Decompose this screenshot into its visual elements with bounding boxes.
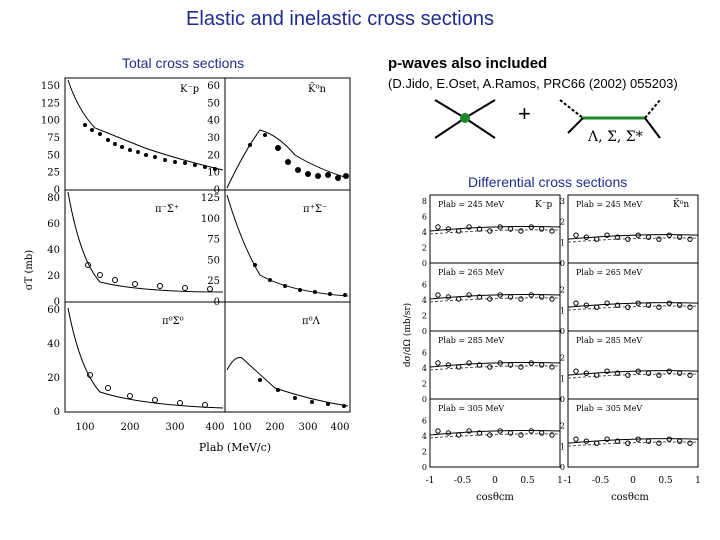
total-xtick-left-100: 100 — [75, 422, 95, 433]
diff-data-point — [436, 361, 440, 365]
panel-label-k0n: K̄⁰n — [308, 84, 326, 95]
diff-reaction-label: K̄⁰n — [673, 200, 690, 210]
total-ytick-label: 30 — [207, 133, 220, 144]
pip-sigm-theory-curve — [227, 195, 348, 296]
total-ytick-label: 125 — [40, 98, 60, 110]
total-ytick-label: 20 — [207, 150, 220, 162]
diff-reaction-label: K⁻p — [535, 200, 553, 210]
diff-xtick-label: 1 — [695, 476, 701, 486]
diff-data-point — [436, 429, 440, 433]
total-xtick-left-200: 200 — [120, 422, 140, 433]
diff-ytick-label: 2 — [421, 243, 427, 253]
diff-xtick-label: 0.5 — [520, 476, 535, 486]
panel-pi0-sig0 — [65, 302, 225, 412]
total-ytick-label: 50 — [47, 150, 60, 162]
diff-data-point — [574, 437, 578, 441]
exchange-diagram — [560, 100, 660, 138]
diff-data-point — [595, 305, 599, 309]
panel-pim-sigp — [65, 190, 225, 302]
pi0-lambda-theory-curve — [227, 358, 348, 407]
total-ytick-label: 60 — [47, 219, 60, 230]
differential-cross-sections-subtitle: Differential cross sections — [468, 174, 628, 190]
vertex-dot — [460, 113, 470, 123]
total-cross-section-figure — [20, 70, 365, 460]
panel-label-pi0-lambda: π⁰Λ — [302, 316, 320, 327]
diff-ytick-label: 4 — [421, 228, 427, 237]
diff-data-point — [677, 235, 681, 239]
total-ytick-label: 75 — [47, 133, 60, 144]
total-ylabel: σT (mb) — [24, 249, 35, 291]
diff-xtick-label: 1 — [557, 476, 563, 486]
diff-data-point — [539, 295, 543, 299]
diff-ytick-label: 6 — [421, 212, 427, 222]
diff-xtick-label: 0 — [492, 476, 498, 486]
intermediate-particles-label: Λ, Σ, Σ* — [588, 129, 643, 145]
total-ytick-label: 0 — [53, 185, 60, 196]
total-ytick-label: 60 — [47, 305, 60, 316]
diff-data-point — [677, 439, 681, 443]
diff-xlabel-left: cosθcm — [476, 492, 514, 503]
total-ytick-label: 0 — [213, 297, 220, 308]
diff-data-point — [539, 227, 543, 231]
differential-cross-section-figure — [400, 190, 700, 510]
diff-data-point — [595, 237, 599, 241]
diff-ytick-label: 2 — [559, 353, 565, 363]
total-ytick-label: 40 — [47, 245, 60, 256]
diff-xtick-label: -0.5 — [591, 476, 610, 486]
slide-title: Elastic and inelastic cross sections — [186, 8, 494, 30]
diff-data-point — [595, 441, 599, 445]
diff-data-point — [539, 431, 543, 435]
diff-momentum-label: Plab = 265 MeV — [576, 268, 643, 277]
total-xtick-right-400: 400 — [330, 422, 350, 433]
total-xlabel: Plab (MeV/c) — [198, 441, 272, 454]
panel-label-pip-sigm: π⁺Σ⁻ — [303, 204, 328, 215]
panel-pip-sigm — [225, 190, 350, 302]
panel-label-pim-sigp: π⁻Σ⁺ — [155, 204, 180, 215]
diff-data-point — [539, 363, 543, 367]
diff-ytick-label: 1 — [559, 306, 565, 316]
diff-data-point — [574, 369, 578, 373]
k0n-theory-curve — [227, 130, 348, 188]
total-ytick-label: 100 — [40, 115, 60, 127]
diff-xtick-label: -1 — [425, 476, 435, 486]
total-ytick-label: 20 — [47, 373, 60, 384]
panel-label-pi0-sig0: π⁰Σ⁰ — [162, 316, 184, 327]
diff-ytick-label: 1 — [559, 442, 565, 452]
diff-ytick-label: 2 — [559, 217, 565, 227]
total-ytick-label: 60 — [207, 81, 220, 92]
total-ytick-label: 40 — [47, 339, 60, 350]
diff-ytick-label: 1 — [559, 374, 565, 384]
total-ytick-label: 25 — [47, 167, 60, 179]
diff-momentum-label: Plab = 305 MeV — [576, 404, 643, 413]
diff-ytick-label: 4 — [421, 364, 427, 373]
total-xtick-left-400: 400 — [205, 422, 225, 433]
pim-sigp-theory-curve — [68, 192, 223, 292]
total-xtick-left-300: 300 — [165, 422, 185, 433]
diff-data-point — [677, 303, 681, 307]
diff-data-point — [436, 225, 440, 229]
diff-ytick-label: 6 — [421, 280, 427, 290]
diff-ytick-label: 2 — [559, 285, 565, 295]
diff-ytick-label: 4 — [421, 296, 427, 305]
diff-ylabel: dσ/dΩ (mb/sr) — [403, 302, 413, 368]
diff-xtick-label: 0 — [630, 476, 636, 486]
diff-ytick-label: 6 — [421, 416, 427, 426]
pim-sigp-data-points — [86, 263, 213, 292]
diff-ytick-label: 0 — [421, 259, 427, 268]
diff-ytick-label: 2 — [421, 447, 427, 457]
diff-ytick-label: 1 — [559, 238, 565, 248]
total-xtick-right-300: 300 — [298, 422, 318, 433]
diff-momentum-label: Plab = 245 MeV — [438, 200, 505, 209]
diff-momentum-label: Plab = 245 MeV — [576, 200, 643, 209]
panel-label-kp: K⁻p — [180, 84, 200, 95]
diagram-plus-sign: + — [518, 101, 531, 126]
diff-momentum-label: Plab = 265 MeV — [438, 268, 505, 277]
diff-ytick-label: 2 — [421, 311, 427, 321]
diff-momentum-label: Plab = 305 MeV — [438, 404, 505, 413]
total-ytick-label: 40 — [207, 115, 220, 127]
total-ytick-label: 0 — [53, 407, 60, 418]
panel-pi0-lambda — [225, 302, 350, 412]
diff-ytick-label: 8 — [421, 197, 427, 206]
diff-ytick-label: 0 — [421, 463, 427, 472]
total-ytick-label: 50 — [207, 98, 220, 110]
diff-data-point — [457, 229, 461, 233]
panel-k0n — [225, 78, 350, 190]
diff-xtick-label: 0.5 — [658, 476, 673, 486]
feynman-diagrams — [425, 95, 665, 145]
diff-ytick-label: 0 — [559, 395, 565, 404]
diff-data-point — [457, 297, 461, 301]
diff-data-point — [677, 371, 681, 375]
total-ytick-label: 10 — [207, 167, 220, 179]
diff-xtick-label: -0.5 — [453, 476, 472, 486]
diff-ytick-label: 2 — [559, 421, 565, 431]
diff-data-point — [457, 365, 461, 369]
total-ytick-label: 150 — [40, 81, 60, 92]
pip-sigm-data-points — [253, 263, 347, 297]
diff-ytick-label: 0 — [421, 327, 427, 336]
diff-ytick-label: 0 — [559, 463, 565, 472]
diff-ytick-label: 2 — [421, 379, 427, 389]
diff-ytick-label: 4 — [421, 432, 427, 441]
diff-xtick-label: -1 — [563, 476, 573, 486]
total-ytick-label: 80 — [47, 193, 60, 204]
total-xtick-right-100: 100 — [232, 422, 252, 433]
diff-data-point — [595, 373, 599, 377]
panel-kp — [65, 78, 225, 190]
total-ytick-label: 0 — [213, 185, 220, 196]
diff-xlabel-right: cosθcm — [611, 492, 649, 503]
diff-data-point — [457, 433, 461, 437]
contact-diagram — [435, 100, 495, 138]
diff-ytick-label: 6 — [421, 348, 427, 358]
diff-momentum-label: Plab = 285 MeV — [576, 336, 643, 345]
diff-ytick-label: 0 — [559, 259, 565, 268]
total-ytick-label: 125 — [200, 193, 220, 204]
total-ytick-label: 25 — [207, 276, 220, 288]
pi0-sig0-theory-curve — [68, 308, 223, 408]
total-ytick-label: 75 — [207, 234, 220, 246]
total-ytick-label: 50 — [207, 255, 220, 267]
diff-momentum-label: Plab = 285 MeV — [438, 336, 505, 345]
diff-ytick-label: 3 — [559, 197, 565, 206]
total-ytick-label: 0 — [53, 297, 60, 308]
total-xtick-right-200: 200 — [265, 422, 285, 433]
diff-data-point — [574, 301, 578, 305]
total-ytick-label: 20 — [47, 271, 60, 282]
total-ytick-label: 100 — [200, 213, 220, 225]
p-waves-heading: p-waves also included — [388, 55, 548, 72]
total-cross-sections-subtitle: Total cross sections — [122, 55, 245, 71]
diff-ytick-label: 0 — [421, 395, 427, 404]
diff-ytick-label: 0 — [559, 327, 565, 336]
diff-data-point — [436, 293, 440, 297]
reference-citation: (D.Jido, E.Oset, A.Ramos, PRC66 (2002) 055203) — [388, 76, 678, 91]
diff-data-point — [574, 233, 578, 237]
